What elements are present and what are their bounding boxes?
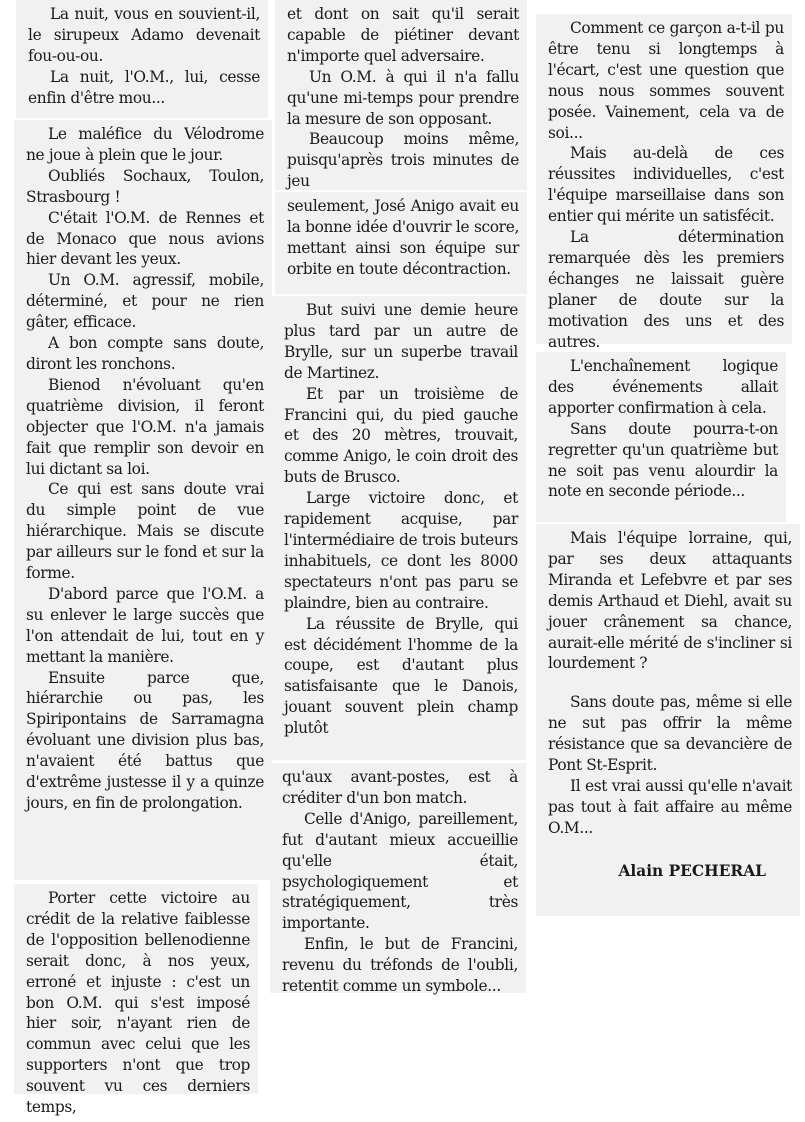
paragraph: Enfin, le but de Francini, revenu du tréfonds de l'oubli, retentit comme un symbole... bbox=[282, 935, 518, 996]
paragraph: A bon compte sans doute, diront les ronchons. bbox=[26, 334, 264, 373]
paragraph: La réussite de Brylle, qui est décidément l'homme de la coupe, est d'autant plus satisfaisante que le Danois, jouant souvent plein champ plutôt bbox=[284, 614, 518, 738]
paragraph: D'abord parce que l'O.M. a su enlever le large succès que l'on attendait de lui, tout en y mettant la manière. bbox=[26, 584, 264, 666]
paragraph: La nuit, vous en souvient-il, le sirupeux Adamo devenait fou-ou-ou. bbox=[28, 5, 260, 65]
paragraph: C'était l'O.M. de Rennes et de Monaco que nous avions hier devant les yeux. bbox=[26, 208, 264, 269]
paragraph: But suivi une demie heure plus tard par un autre de Brylle, sur un superbe travail de Martinez. bbox=[284, 301, 518, 382]
paragraph: Porter cette victoire au crédit de la relative faiblesse de l'opposition bellenodienne serait donc, à nos yeux, erroné et injuste : c'est un bon O.M. qui s'est imposé hier soir, n'ayant rien de commun avec celui que les supporters n'ont que trop souvent vu ces derniers temps, bbox=[26, 889, 250, 1117]
paragraph: Large victoire donc, et rapidement acquise, par l'intermédiaire de trois buteurs inhabituels, ce dont les 8000 spectateurs n'ont pas paru se plaindre, bien au contraire. bbox=[284, 489, 518, 612]
clipping-col2-mid bbox=[275, 192, 527, 294]
paragraph: Un O.M. agressif, mobile, déterminé, et pour ne rien gâter, efficace. bbox=[26, 271, 264, 332]
paragraph: seulement, José Anigo avait eu la bonne idée d'ouvrir le score, mettant ainsi son équipe sur orbite en toute décontraction. bbox=[287, 197, 519, 278]
paragraph: et dont on sait qu'il serait capable de piétiner devant n'importe quel adversaire. bbox=[287, 5, 519, 65]
paragraph: La nuit, l'O.M., lui, cesse enfin d'être mou... bbox=[28, 67, 260, 107]
clipping-col1-top bbox=[16, 0, 268, 118]
clipping-col3-bottom bbox=[536, 524, 800, 916]
paragraph: Comment ce garçon a-t-il pu être tenu si longtemps à l'écart, c'est une question que nous nous sommes souvent posée. Vainement, cela va de soi... bbox=[548, 19, 784, 142]
paragraph: Sans doute pourra-t-on regretter qu'un quatrième but ne soit pas venu alourdir la note en seconde période... bbox=[548, 419, 778, 501]
paragraph: Sans doute pas, même si elle ne sut pas offrir la même résistance que sa devancière de Pont St-Esprit. bbox=[548, 693, 792, 775]
paragraph: Mais l'équipe lorraine, qui, par ses deux attaquants Miranda et Lefebvre et par ses demis Arthaud et Diehl, avait su jouer crânement sa chance, aurait-elle mérité de s'incliner si lourdement ? bbox=[548, 529, 792, 673]
paragraph: Ce qui est sans doute vrai du simple point de vue hiérarchique. Mais se discute par ailleurs sur le fond et sur la forme. bbox=[26, 480, 264, 583]
clipping-col1-main bbox=[14, 120, 272, 880]
clipping-col3-mid bbox=[536, 352, 786, 522]
paragraph: Celle d'Anigo, pareillement, fut d'autant mieux accueillie qu'elle était, psychologiquement et stratégiquement, très importante. bbox=[282, 809, 518, 933]
clipping-col1-bottom bbox=[14, 884, 258, 1117]
clipping-col2-top bbox=[275, 0, 527, 190]
paragraph: Il est vrai aussi qu'elle n'avait pas tout à fait affaire au même O.M... bbox=[548, 776, 792, 837]
paragraph: Oubliés Sochaux, Toulon, Strasbourg ! bbox=[26, 166, 264, 206]
paragraph: Mais au-delà de ces réussites individuelles, c'est l'équipe marseillaise dans son entier qui mérite un satisfécit. bbox=[548, 144, 784, 226]
paragraph: Ensuite parce que, hiérarchie ou pas, les Spiripontains de Sarramagna évoluant une division plus bas, n'avaient été battus que d'extrême justesse il y a quinze jours, en fin de prolongation. bbox=[26, 668, 264, 812]
paragraph: La détermination remarquée dès les premiers échanges ne laissait guère planer de doute sur la motivation des uns et des autres. bbox=[548, 228, 784, 351]
paragraph: L'enchaînement logique des événements allait apporter confirmation à cela. bbox=[548, 357, 778, 417]
clipping-col2-main bbox=[272, 296, 526, 760]
paragraph: Bienod n'évoluant qu'en quatrième division, il feront objecter que l'O.M. n'a jamais fait que remplir son devoir en lui dictant sa loi. bbox=[26, 375, 264, 478]
spacer bbox=[548, 674, 792, 692]
paragraph: Et par un troisième de Francini qui, du pied gauche et des 20 mètres, trouvait, comme Anigo, le coin droit des buts de Brusco. bbox=[284, 384, 518, 487]
paragraph: qu'aux avant-postes, est à créditer d'un bon match. bbox=[282, 768, 518, 807]
author-signature: Alain PECHERAL bbox=[618, 861, 766, 880]
clipping-col2-bottom bbox=[270, 763, 526, 996]
clipping-col3-top bbox=[536, 14, 792, 351]
paragraph: Le maléfice du Vélodrome ne joue à plein que le jour. bbox=[26, 125, 264, 164]
paragraph: Un O.M. à qui il n'a fallu qu'une mi-temps pour prendre la mesure de son opposant. bbox=[287, 67, 519, 128]
paragraph: Beaucoup moins même, puisqu'après trois minutes de jeu bbox=[287, 130, 519, 191]
